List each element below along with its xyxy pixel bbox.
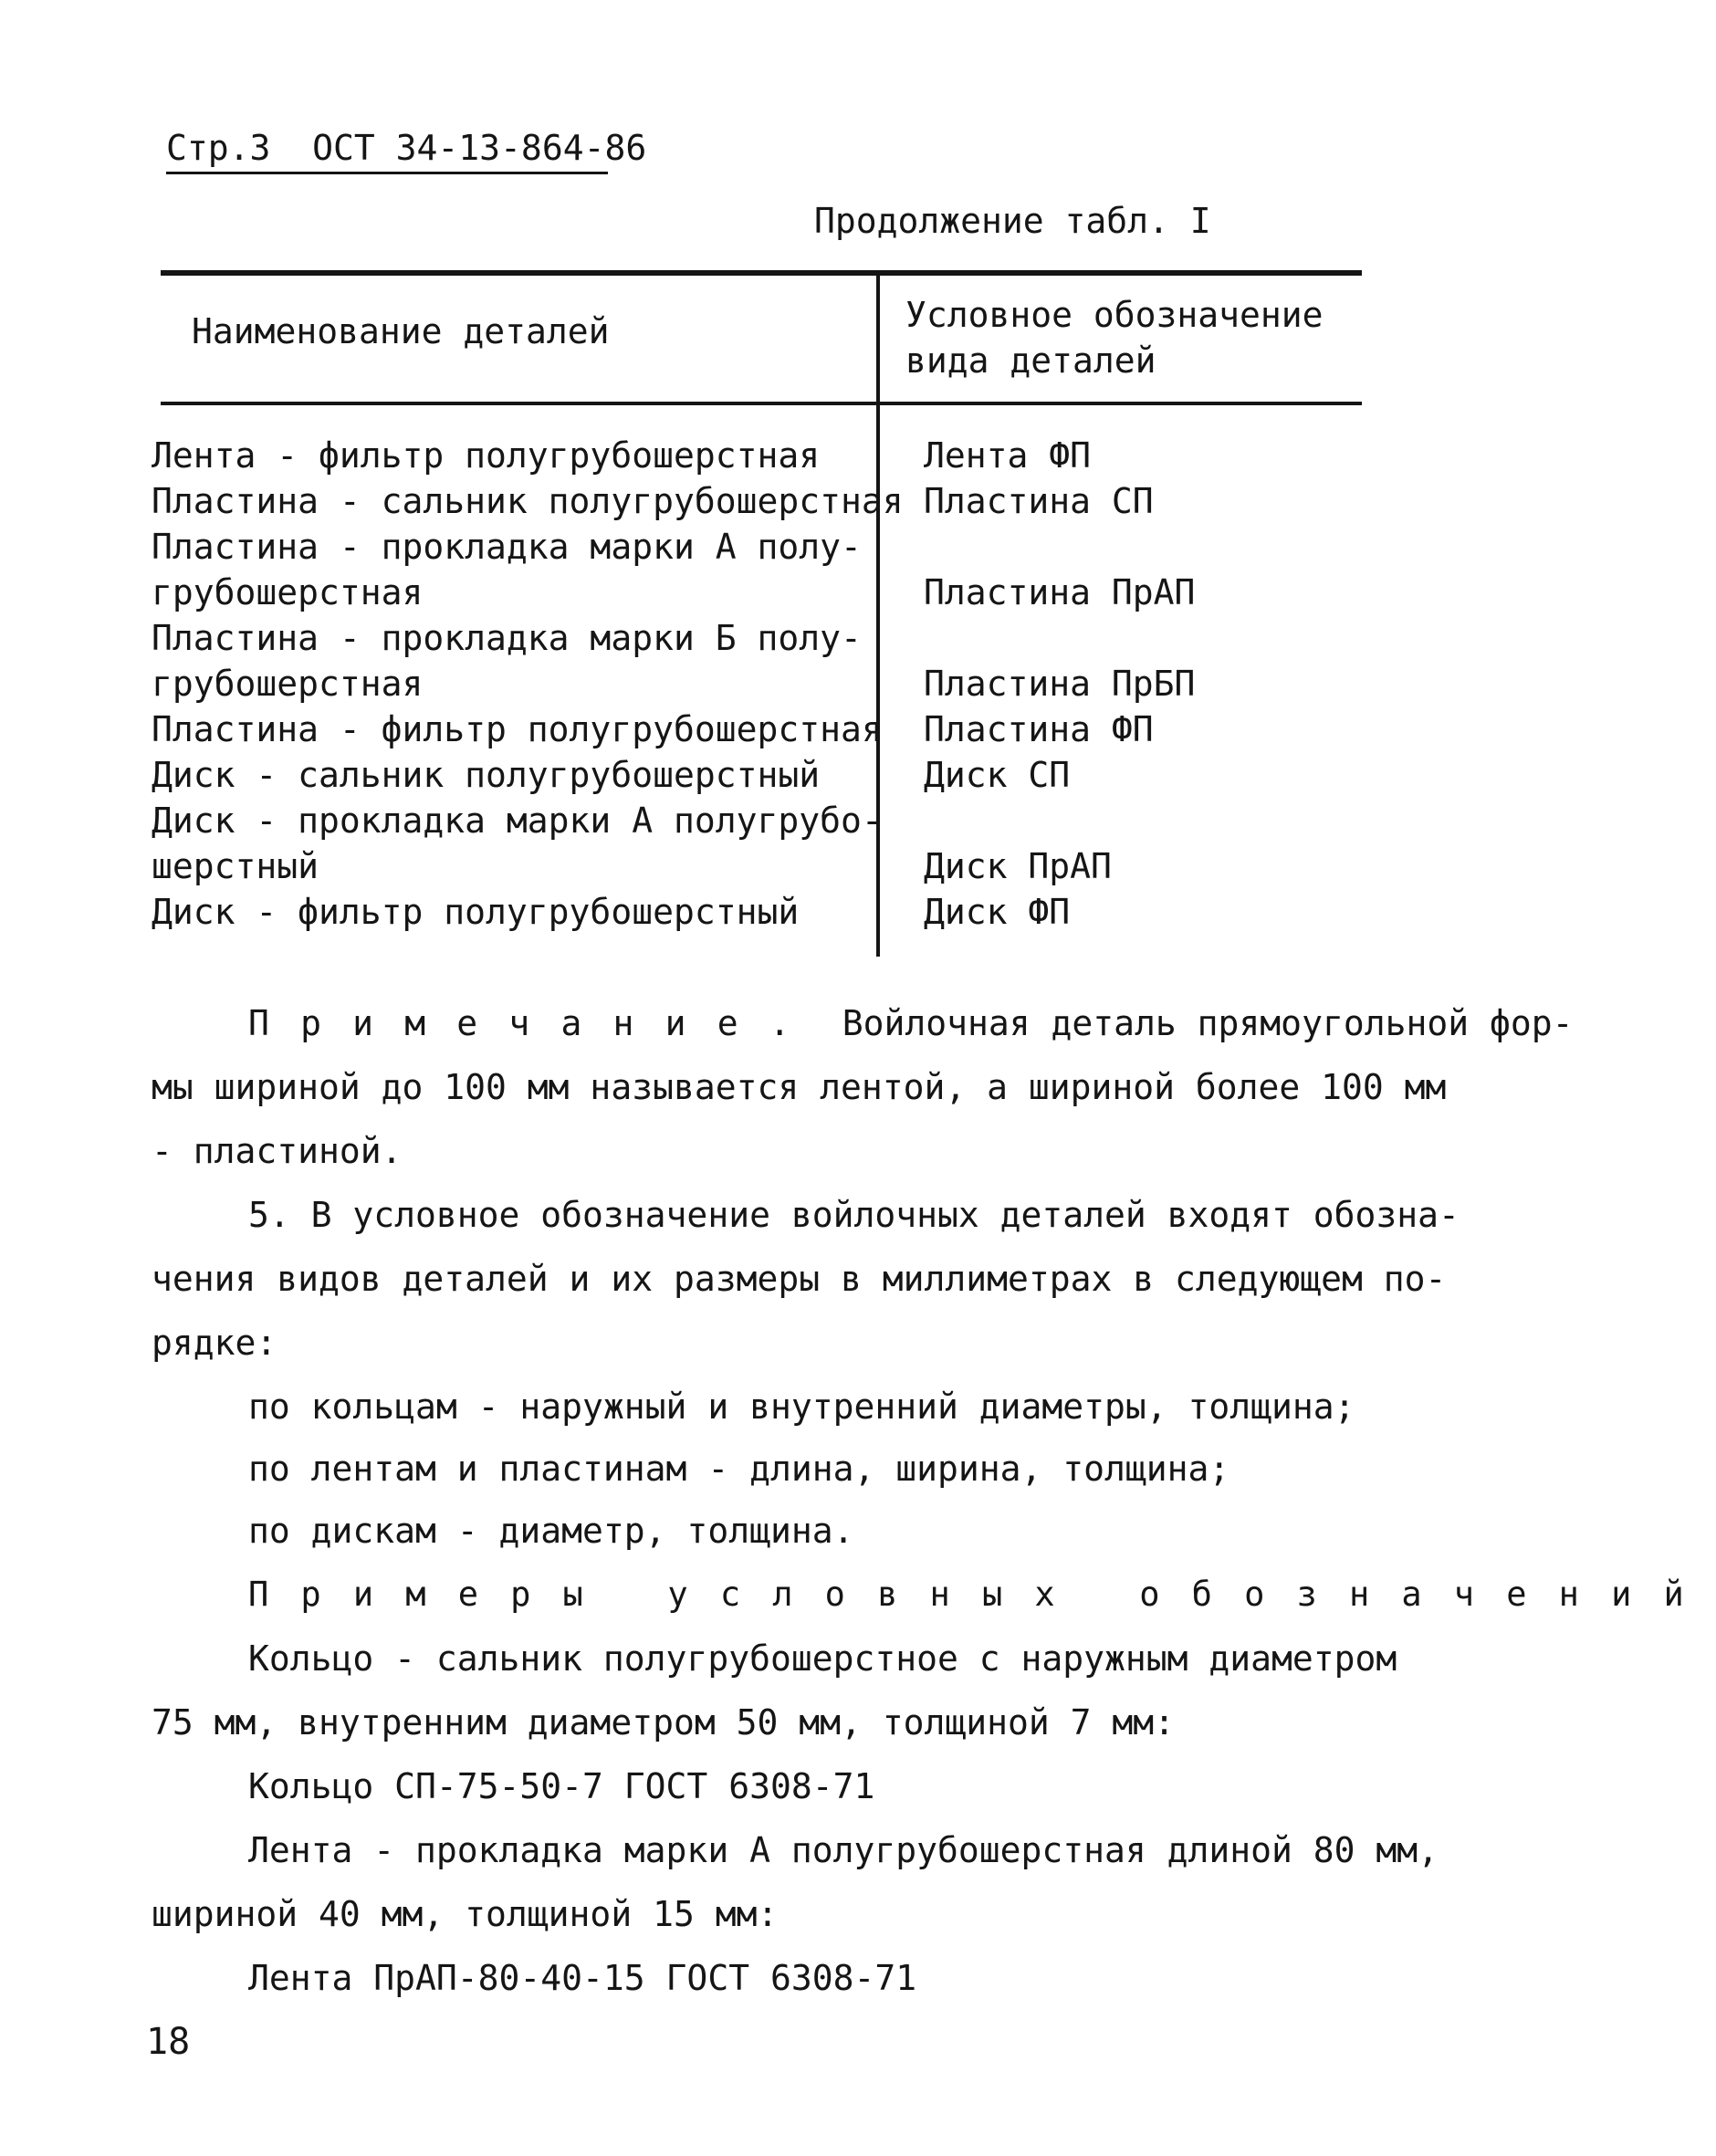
para5-line-2: чения видов деталей и их размеры в миллиметрах в следующем по- [152, 1259, 1447, 1299]
para5-line-1: 5. В условное обозначение войлочных деталей входят обозна- [248, 1195, 1460, 1235]
table-top-rule [161, 270, 1362, 276]
row-name-cont: грубошерстная [152, 664, 424, 704]
para5-item-tapes: по лентам и пластинам - длина, ширина, толщина; [248, 1449, 1230, 1489]
row-code: Лента ФП [924, 435, 1092, 476]
col-header-code-line2: вида деталей [905, 340, 1156, 381]
header-underline [166, 172, 608, 174]
example-2-line-1: Лента - прокладка марки А полугрубошерстная длиной 80 мм, [248, 1830, 1439, 1870]
row-name-cont: шерстный [152, 846, 319, 886]
row-name: Пластина - фильтр полугрубошерстная [152, 709, 883, 749]
row-name-cont: грубошерстная [152, 572, 424, 612]
row-code: Диск ФП [924, 892, 1071, 932]
para5-item-rings: по кольцам - наружный и внутренний диаметры, толщина; [248, 1387, 1355, 1427]
row-name: Лента - фильтр полугрубошерстная [152, 435, 821, 476]
example-2-code: Лента ПрАП-80-40-15 ГОСТ 6308-71 [248, 1958, 917, 1998]
table-caption: Продолжение табл. I [814, 201, 1211, 241]
standard-number: ОСТ 34-13-864-86 [312, 128, 647, 168]
para5-item-discs: по дискам - диаметр, толщина. [248, 1511, 854, 1551]
note-text: Войлочная деталь прямоугольной фор- [842, 1003, 1574, 1043]
row-name: Диск - фильтр полугрубошерстный [152, 892, 800, 932]
note-line-2: мы шириной до 100 мм называется лентой, а шириной более 100 мм [152, 1067, 1447, 1107]
page-number: 18 [146, 2021, 191, 2063]
row-code: Пластина ФП [924, 709, 1154, 749]
note-line-1 [248, 1000, 1573, 1046]
table-column-divider [876, 270, 880, 957]
page-ref: Стр.3 [166, 128, 271, 168]
note-label: Примечание. [248, 1003, 821, 1043]
row-code: Диск ПрАП [924, 846, 1112, 886]
para5-line-3: рядке: [152, 1323, 277, 1363]
row-name: Диск - сальник полугрубошерстный [152, 755, 821, 795]
example-1-line-2: 75 мм, внутренним диаметром 50 мм, толщиной 7 мм: [152, 1702, 1176, 1743]
note-line-3: - пластиной. [152, 1131, 403, 1171]
page-header [166, 128, 646, 168]
example-2-line-2: шириной 40 мм, толщиной 15 мм: [152, 1894, 779, 1934]
row-code: Пластина СП [924, 481, 1154, 521]
row-name: Пластина - прокладка марки Б полу- [152, 618, 862, 658]
col-header-code-line1: Условное обозначение [905, 295, 1324, 335]
example-1-line-1: Кольцо - сальник полугрубошерстное с наружным диаметром [248, 1638, 1397, 1679]
row-code: Диск СП [924, 755, 1071, 795]
table-header-rule [161, 402, 1362, 405]
col-header-name: Наименование деталей [192, 311, 610, 351]
row-name: Пластина - прокладка марки А полу- [152, 527, 862, 567]
row-code: Пластина ПрАП [924, 572, 1196, 612]
row-code: Пластина ПрБП [924, 664, 1196, 704]
example-1-code: Кольцо СП-75-50-7 ГОСТ 6308-71 [248, 1766, 875, 1806]
row-name: Пластина - сальник полугрубошерстная [152, 481, 904, 521]
row-name: Диск - прокладка марки А полугрубо- [152, 801, 883, 841]
examples-heading: Примеры условных обозначений [248, 1575, 1716, 1614]
